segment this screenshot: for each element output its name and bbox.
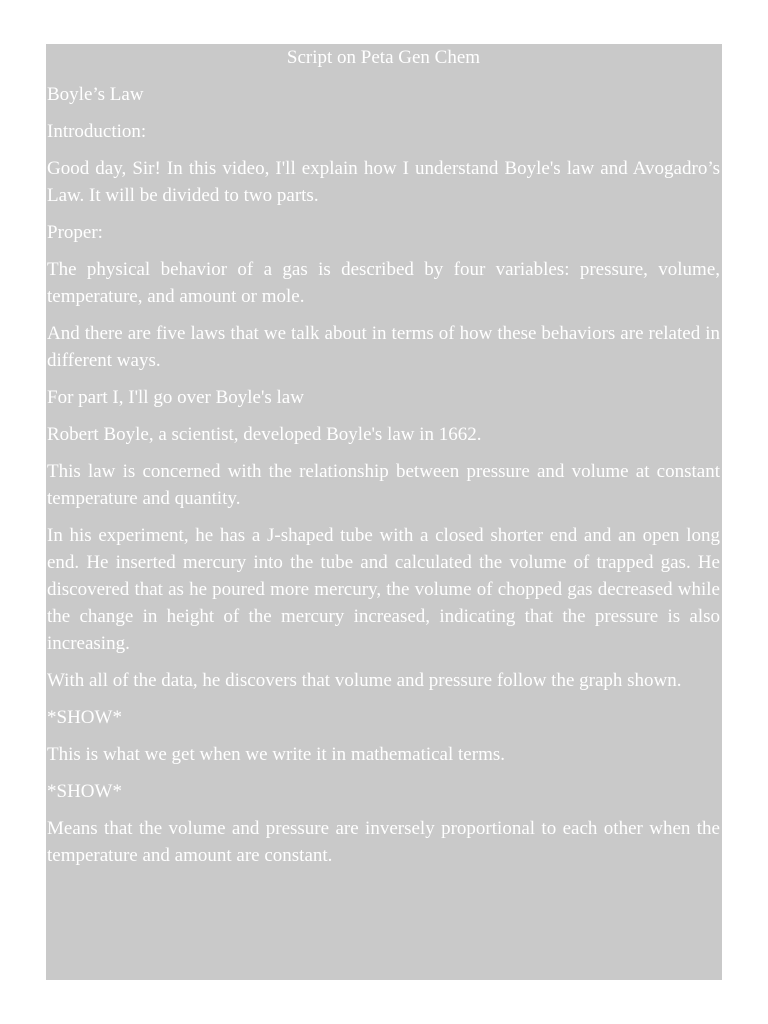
paragraph-graph-shown: With all of the data, he discovers that volume and pressure follow the graph shown. bbox=[47, 670, 682, 691]
document-title: Script on Peta Gen Chem bbox=[286, 47, 481, 68]
paragraph-mathematical-terms: This is what we get when we write it in mathematical terms. bbox=[47, 744, 505, 765]
paragraph-experiment: In his experiment, he has a J-shaped tube with a closed shorter end and an open long end. He inserted mercury into the tube and calculated the volume of trapped gas. He discovered that as he poured more mercury, the volume of chopped gas decreased while the change in height of the mercury increased, indicating that the pressure is also increasing. bbox=[47, 525, 720, 654]
paragraph-law-relationship: This law is concerned with the relationship between pressure and volume at constant temperature and quantity. bbox=[47, 461, 720, 509]
paragraph-part-one: For part I, I'll go over Boyle's law bbox=[47, 387, 304, 408]
paragraph-robert-boyle: Robert Boyle, a scientist, developed Boyle's law in 1662. bbox=[47, 424, 482, 445]
paragraph-inversely-proportional: Means that the volume and pressure are inversely proportional to each other when the temperature and amount are constant. bbox=[47, 818, 720, 866]
paragraph-heading-boyles-law: Boyle’s Law bbox=[47, 84, 144, 105]
document-page bbox=[46, 44, 722, 980]
paragraph-gas-variables: The physical behavior of a gas is described by four variables: pressure, volume, temperature, and amount or mole. bbox=[47, 259, 720, 307]
paragraph-show-marker-1: *SHOW* bbox=[47, 707, 122, 728]
paragraph-introduction-label: Introduction: bbox=[47, 121, 147, 142]
paragraph-proper-label: Proper: bbox=[47, 222, 103, 243]
paragraph-greeting: Good day, Sir! In this video, I'll explain how I understand Boyle's law and Avogadro’s Law. It will be divided to two parts. bbox=[47, 158, 720, 206]
paragraph-five-laws: And there are five laws that we talk about in terms of how these behaviors are related in different ways. bbox=[47, 323, 720, 371]
paragraph-show-marker-2: *SHOW* bbox=[47, 781, 122, 802]
